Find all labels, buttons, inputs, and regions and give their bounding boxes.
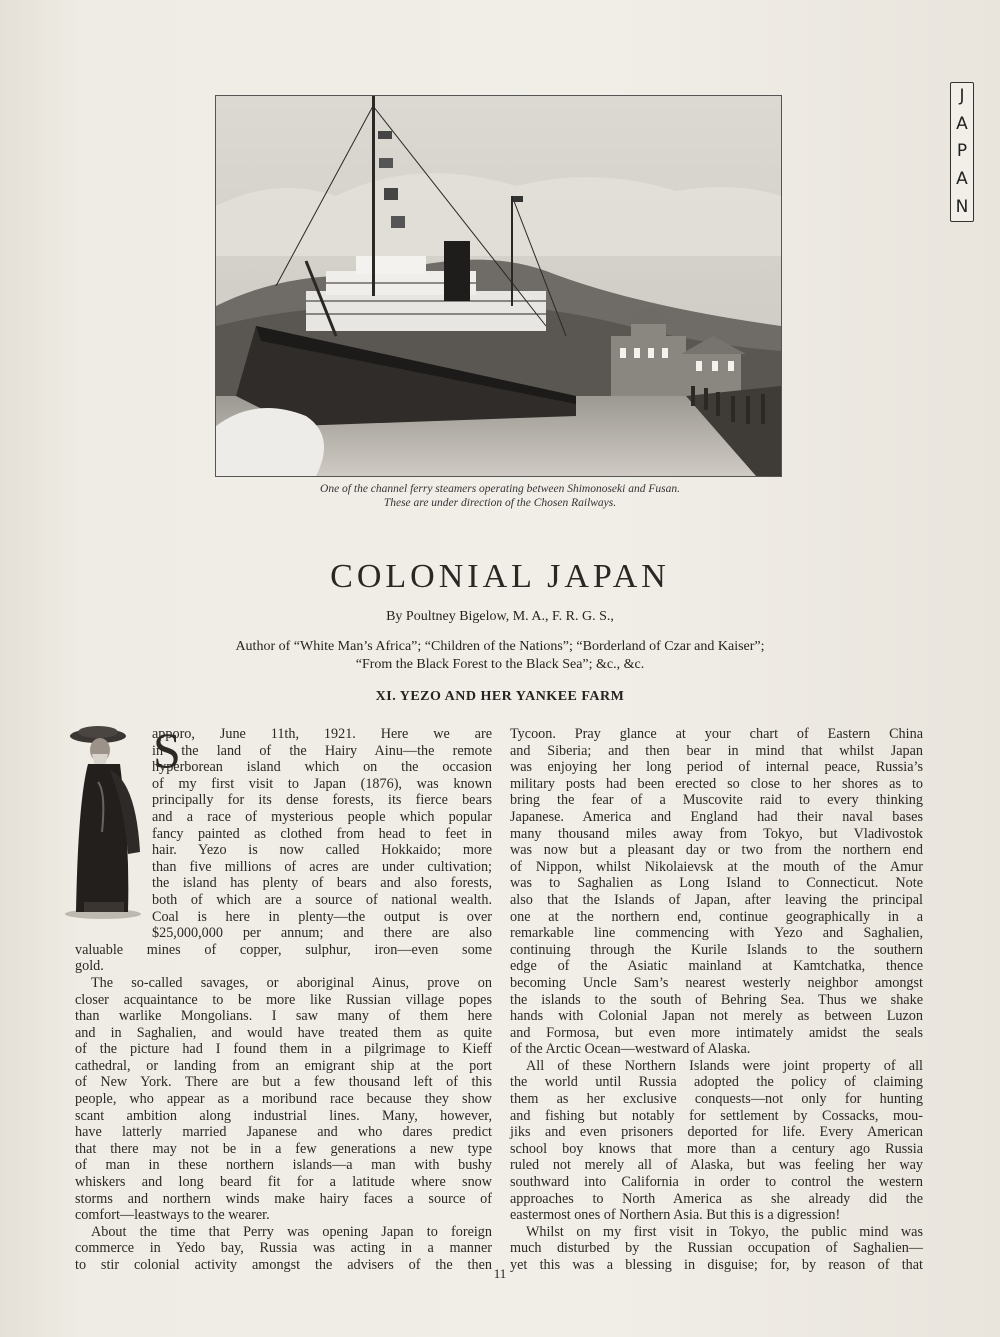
text-line: Japanese. America and England had their naval bases (510, 808, 923, 825)
text-line: About the time that Perry was opening Japan to foreign (91, 1223, 492, 1240)
text-line: than five millions of acres are under cultivation; (152, 858, 492, 875)
ferry-steamer-illustration (216, 96, 781, 476)
photo-caption (200, 482, 800, 510)
text-line: comfort—leastways to the wearer. (75, 1207, 270, 1224)
text-line: and a race of mysterious people which popular (152, 808, 492, 825)
text-line: of man in these northern islands—a man with bushy (75, 1157, 492, 1174)
ferry-steamer-photo (215, 95, 782, 477)
article-title: COLONIAL JAPAN (330, 558, 670, 595)
text-line: people, who appear as a moribund race because they show (75, 1091, 492, 1108)
text-line: Tycoon. Pray glance at your chart of Eastern China (510, 726, 923, 742)
text-line: approaches to North America as she already did the (510, 1190, 923, 1207)
text-line: ruled not merely all of Alaska, but was feeling her way (510, 1157, 923, 1174)
text-line: in the land of the Hairy Ainu—the remote (152, 742, 492, 759)
text-line: whiskers and long beard fit for a latitude where snow (75, 1174, 492, 1191)
text-line: military posts had been erected so close to her shores as to (510, 775, 923, 792)
text-line: one at the northern end, continue geographically in a (510, 908, 923, 925)
text-line: school boy knows that more than a century ago Russia (510, 1140, 923, 1157)
text-line: hands with Colonial Japan not merely as between Luzon (510, 1008, 923, 1025)
text-line: southward into California in order to control the western (510, 1174, 923, 1191)
text-line: them as her exclusive conquests—not only for hunting (510, 1091, 923, 1108)
text-line: $25,000,000 per annum; and there are also (152, 925, 492, 942)
caption-line: These are under direction of the Chosen Railways. (383, 497, 617, 509)
text-line: jiks and even prisoners deported for life. Every American (510, 1124, 923, 1141)
text-line: scant ambition along industrial lines. Many, however, (75, 1107, 492, 1124)
text-line: bring the fear of a Muscovite raid to every thinking (510, 792, 923, 809)
section-tab-label (950, 82, 974, 222)
text-line: apporo, June 11th, 1921. Here we are (152, 726, 492, 742)
text-line: principally for its dense forests, its fierce bears (152, 792, 492, 809)
text-line: the island has plenty of bears and also forests, (152, 875, 492, 892)
article-column-right (510, 726, 923, 1274)
text-line: eastermost ones of Northern Asia. But this is a digression! (510, 1207, 841, 1224)
text-line: commerce in Yedo bay, Russia was acting in a manner (75, 1240, 492, 1257)
text-line: valuable mines of copper, sulphur, iron—even some (75, 941, 492, 958)
text-line: hair. Yezo is now called Hokkaido; more (152, 842, 492, 859)
text-line: The so-called savages, or aboriginal Ainus, prove on (91, 974, 492, 991)
author-credits-line: Author of “White Man’s Africa”; “Children of the Nations”; “Borderland of Czar and Kaiser”; (235, 639, 765, 654)
text-line: and Siberia; and then bear in mind that whilst Japan (510, 742, 923, 759)
text-line: and Formosa, but even more intimately amidst the seals (510, 1024, 923, 1041)
text-line: closer acquaintance to be more like Russian village popes (75, 991, 492, 1008)
text-line: of the Arctic Ocean—westward of Alaska. (510, 1041, 751, 1058)
text-line: and in Saghalien, and would have treated them as quite (75, 1024, 492, 1041)
text-line: of the picture had I found them in a pilgrimage to Kieff (75, 1041, 492, 1058)
text-line: storms and northern winds make hairy faces a source of (75, 1190, 492, 1207)
text-line: remarkable line commencing with Yezo and Saghalien, (510, 925, 923, 942)
text-line: both of which are a source of national wealth. (152, 891, 492, 908)
text-line: Coal is here in plenty—the output is over (152, 908, 492, 925)
text-line: edge of the Asiatic mainland at Kamtchatka, thence (510, 958, 923, 975)
author-credits-line: “From the Black Forest to the Black Sea”; &c., &c. (355, 657, 645, 672)
text-line: becoming Uncle Sam’s nearest westerly neighbor amongst (510, 974, 923, 991)
text-line: much disturbed by the Russian occupation of Saghalien— (510, 1240, 923, 1257)
drop-cap: S (153, 722, 181, 778)
text-line: hyperborean island which on the occasion (152, 759, 492, 776)
text-line: and fishing but notably for settlement by Cossacks, mou- (510, 1107, 923, 1124)
text-line: to stir colonial activity amongst the advisers of the then (75, 1257, 492, 1273)
author-credits (100, 638, 900, 674)
text-line: was enjoying her long period of internal peace, Russia’s (510, 759, 923, 776)
text-line: of New York. There are but a few thousand left of this (75, 1074, 492, 1091)
text-line: of Nippon, whilst Nikolaievsk at the mouth of the Amur (510, 858, 923, 875)
text-line: was now but a pleasant day or two from the northern end (510, 842, 923, 859)
text-line: many thousand miles away from Tokyo, but Vladivostok (510, 825, 923, 842)
tab-letter: J (959, 86, 965, 107)
text-line: yet this was a blessing in disguise; for, by reason of that (510, 1257, 923, 1273)
tab-letter: P (956, 141, 968, 162)
text-line: of my first visit to Japan (1876), was known (152, 775, 492, 792)
text-line: cathedral, or landing from an emigrant ship at the port (75, 1057, 492, 1074)
page-number: 11 (493, 1266, 507, 1281)
caption-line: One of the channel ferry steamers operating between Shimonoseki and Fusan. (320, 483, 680, 495)
text-line: All of these Northern Islands were joint property of all (526, 1057, 923, 1074)
text-line: have latterly married Japanese and who dares predict (75, 1124, 492, 1141)
tab-letter: N (955, 196, 969, 217)
text-line: fancy painted as clothed from head to feet in (152, 825, 492, 842)
section-heading: XI. YEZO AND HER YANKEE FARM (375, 689, 625, 704)
text-line: the islands to the south of Behring Sea. Thus we shake (510, 991, 923, 1008)
text-line: continuing through the Kurile Islands to the southern (510, 941, 923, 958)
text-line: was to Saghalien as Long Island to Connecticut. Note (510, 875, 923, 892)
tab-letter: A (956, 169, 968, 190)
text-line: the world until Russia adopted the policy of claiming (510, 1074, 923, 1091)
article-column-left (75, 722, 492, 1274)
text-line: Whilst on my first visit in Tokyo, the public mind was (526, 1223, 923, 1240)
text-line: gold. (75, 958, 104, 975)
tab-letter: A (956, 113, 968, 134)
article-byline: By Poultney Bigelow, M. A., F. R. G. S., (386, 609, 614, 624)
text-line: than warlike Mongolians. I saw many of them here (75, 1008, 492, 1025)
text-line: that there may not be in a few generations a new type (75, 1140, 492, 1157)
text-line: also that the Islands of Japan, after leaving the principal (510, 891, 923, 908)
